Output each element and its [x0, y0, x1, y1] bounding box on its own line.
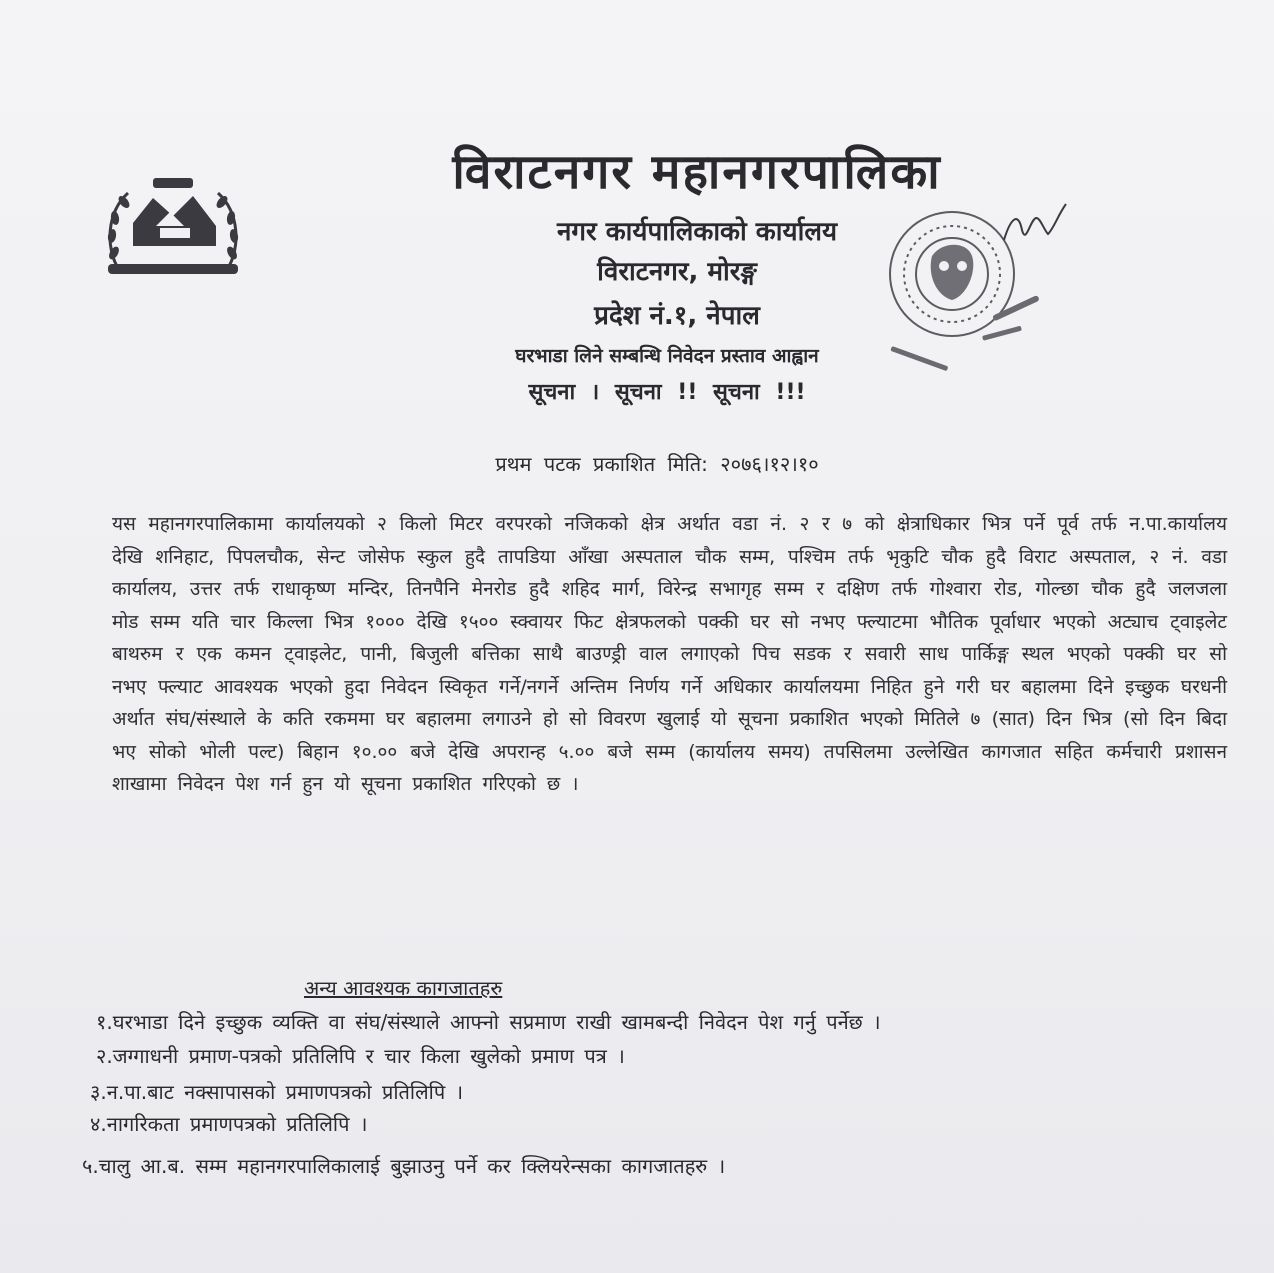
published-date: प्रथम पटक प्रकाशित मिति: २०७६।१२।१० — [495, 452, 819, 476]
list-item: १.घरभाडा दिने इच्छुक व्यक्ति वा संघ/संस्थाले आफ्नो सप्रमाण राखी खामबन्दी निवेदन पेश गर्नु पर्नेछ । — [96, 1010, 881, 1034]
municipality-title: विराटनगर महानगरपालिका — [452, 144, 942, 200]
documents-heading: अन्य आवश्यक कागजातहरु — [304, 976, 503, 1000]
notice-body: यस महानगरपालिकामा कार्यालयको २ किलो मिटर वरपरको नजिकको क्षेत्र अर्थात वडा नं. २ र ७ को क्षेत्राधिकार भित्र पर्ने पूर्व तर्फ न.पा.कार्यालय देखि शनिहाट, पिपलचौक, सेन्ट जोसेफ स्कुल हुदै तापडिया आँखा अस्पताल चौक सम्म, पश्चिम तर्फ भृकुटि चौक हुदै विराट अस्पताल, २ नं. वडा कार्यालय, उत्तर तर्फ राधाकृष्ण मन्दिर, तिनपैनि मेनरोड हुदै शहिद मार्ग, विरेन्द्र सभागृह सम्म र दक्षिण तर्फ गोश्वारा रोड, गोल्छा चौक हुदै जलजला मोड सम्म यति चार किल्ला भित्र १००० देखि १५०० स्क्वायर फिट क्षेत्रफलको पक्की घर सो नभए फ्ल्याटमा भौतिक पूर्वाधार भएको अट्याच ट्वाइलेट बाथरुम र एक कमन ट्वाइलेट, पानी, बिजुली बत्तिका साथै बाउण्ड्री वाल लगाएको पिच सडक र सवारी साध पार्किङ्ग स्थल भएको पक्की घर सो नभए फ्ल्याट आवश्यक भएको हुदा निवेदन स्विकृत गर्ने/नगर्ने अन्तिम निर्णय गर्ने अधिकार कार्यालयमा निहित हुने गरी घर बहालमा दिने इच्छुक घरधनी अर्थात संघ/संस्थाले के कति रकममा घर बहालमा लगाउने हो सो विवरण खुलाई यो सूचना प्रकाशित भएको मितिले ७ (सात) दिन भित्र (सो दिन बिदा भए सोको भोली पल्ट) बिहान १०.०० बजे देखि अपरान्ह ५.०० बजे सम्म (कार्यालय समय) तपसिलमा उल्लेखित कागजात सहित कर्मचारी प्रशासन शाखामा निवेदन पेश गर्न हुन यो सूचना प्रकाशित गरिएको छ । — [112, 513, 1227, 795]
notice-subject: घरभाडा लिने सम्बन्धि निवेदन प्रस्ताव आह्वान — [515, 345, 819, 367]
list-item: २.जग्गाधनी प्रमाण-पत्रको प्रतिलिपि र चार किला खुलेको प्रमाण पत्र । — [96, 1044, 625, 1068]
city-name: विराटनगर, मोरङ्ग — [597, 257, 757, 287]
office-name: नगर कार्यपालिकाको कार्यालय — [556, 217, 838, 247]
list-item: ५.चालु आ.ब. सम्म महानगरपालिकालाई बुझाउनु पर्ने कर क्लियरेन्सका कागजातहरु । — [82, 1154, 726, 1178]
province-name: प्रदेश नं.१, नेपाल — [594, 301, 760, 331]
list-item: ४.नागरिकता प्रमाणपत्रको प्रतिलिपि । — [90, 1112, 368, 1136]
list-item: ३.न.पा.बाट नक्सापासको प्रमाणपत्रको प्रतिलिपि । — [90, 1080, 464, 1104]
notice-heading: सूचना । सूचना !! सूचना !!! — [528, 380, 806, 405]
